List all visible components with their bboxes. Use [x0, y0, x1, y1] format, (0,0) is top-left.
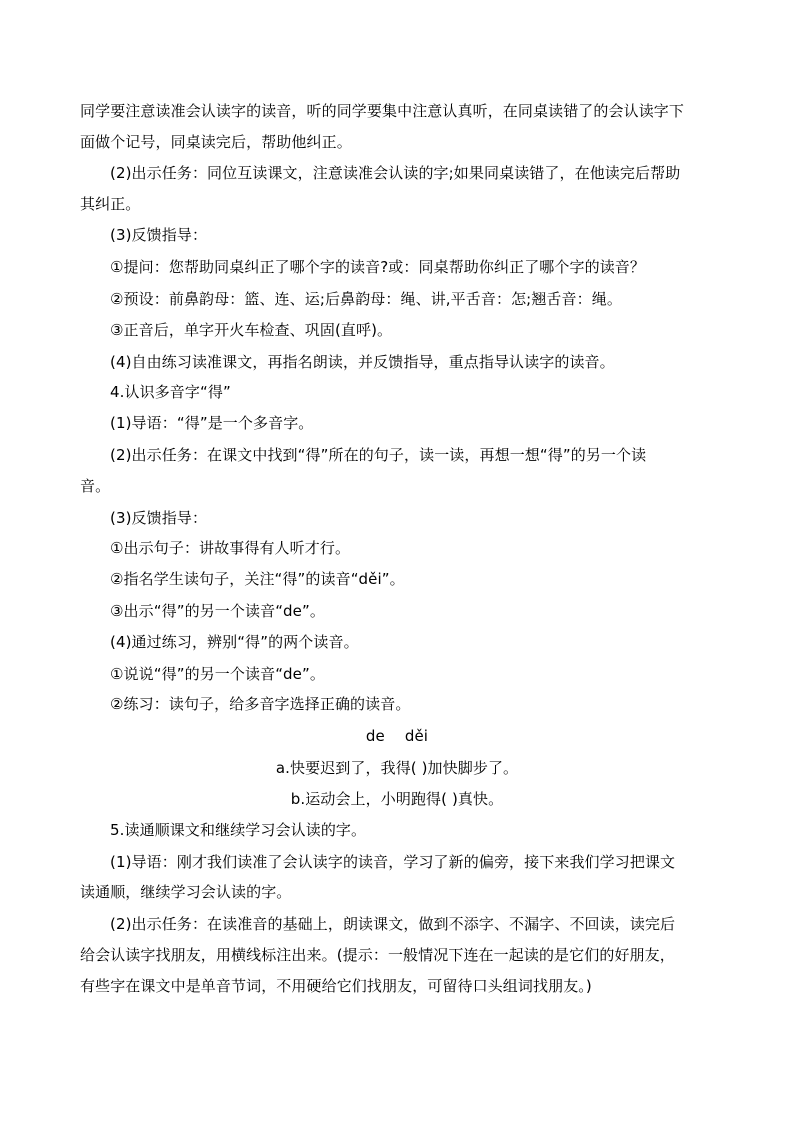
paragraph-line: (1)导语：刚才我们读准了会认读字的读音，学习了新的偏旁，接下来我们学习把课文	[110, 853, 676, 871]
paragraph-line: 面做个记号，同桌读完后，帮助他纠正。	[80, 133, 352, 151]
exercise-sentence-a: a.快要迟到了，我得( )加快脚步了。	[275, 759, 519, 777]
paragraph-line: (2)出示任务：同位互读课文，注意读准会认读的字;如果同桌读错了，在他读完后帮助	[110, 164, 681, 182]
paragraph-line: ③出示“得”的另一个读音“de”。	[110, 602, 325, 620]
paragraph-line: ①提问：您帮助同桌纠正了哪个字的读音?或：同桌帮助你纠正了哪个字的读音？	[110, 258, 646, 276]
paragraph-line: ②预设：前鼻韵母：篮、连、运;后鼻韵母：绳、讲,平舌音：怎;翘舌音：绳。	[110, 290, 622, 308]
paragraph-line: ③正音后，单字开火车检查、巩固(直呼)。	[110, 321, 393, 339]
paragraph-line: ②指名学生读句子，关注“得”的读音“děi”。	[110, 570, 405, 588]
paragraph-line: (4)通过练习，辨别“得”的两个读音。	[110, 633, 359, 651]
paragraph-line: 有些字在课文中是单音节词，不用硬给它们找朋友，可留待口头组词找朋友。)	[80, 977, 592, 995]
section-heading: 4.认识多音字“得”	[110, 383, 231, 401]
paragraph-line: 读通顺，继续学习会认读的字。	[80, 883, 292, 901]
paragraph-line: 音。	[80, 477, 111, 495]
paragraph-line: (2)出示任务：在课文中找到“得”所在的句子，读一读，再想一想“得”的另一个读	[110, 446, 647, 464]
section-heading: 5.读通顺课文和继续学习会认读的字。	[110, 821, 367, 839]
paragraph-line: ①说说“得”的另一个读音“de”。	[110, 665, 325, 683]
paragraph-line: 其纠正。	[80, 195, 141, 213]
paragraph-line: 给会认读字找朋友，用横线标注出来。(提示：一般情况下连在一起读的是它们的好朋友，	[80, 946, 675, 964]
paragraph-line: ①出示句子：讲故事得有人听才行。	[110, 539, 351, 557]
paragraph-line: (4)自由练习读准课文，再指名朗读，并反馈指导，重点指导认读字的读音。	[110, 353, 615, 371]
paragraph-line: 同学要注意读准会认读字的读音，听的同学要集中注意认真听，在同桌读错了的会认读字下	[80, 102, 685, 120]
pinyin-options: de děi	[365, 727, 429, 745]
paragraph-line: (3)反馈指导：	[110, 226, 208, 244]
paragraph-line: (1)导语：“得”是一个多音字。	[110, 414, 314, 432]
exercise-sentence-b: b.运动会上，小明跑得( )真快。	[290, 790, 504, 808]
paragraph-line: ②练习：读句子，给多音字选择正确的读音。	[110, 695, 411, 713]
paragraph-line: (2)出示任务：在读准音的基础上，朗读课文，做到不添字、不漏字、不回读，读完后	[110, 915, 676, 933]
paragraph-line: (3)反馈指导：	[110, 509, 208, 527]
